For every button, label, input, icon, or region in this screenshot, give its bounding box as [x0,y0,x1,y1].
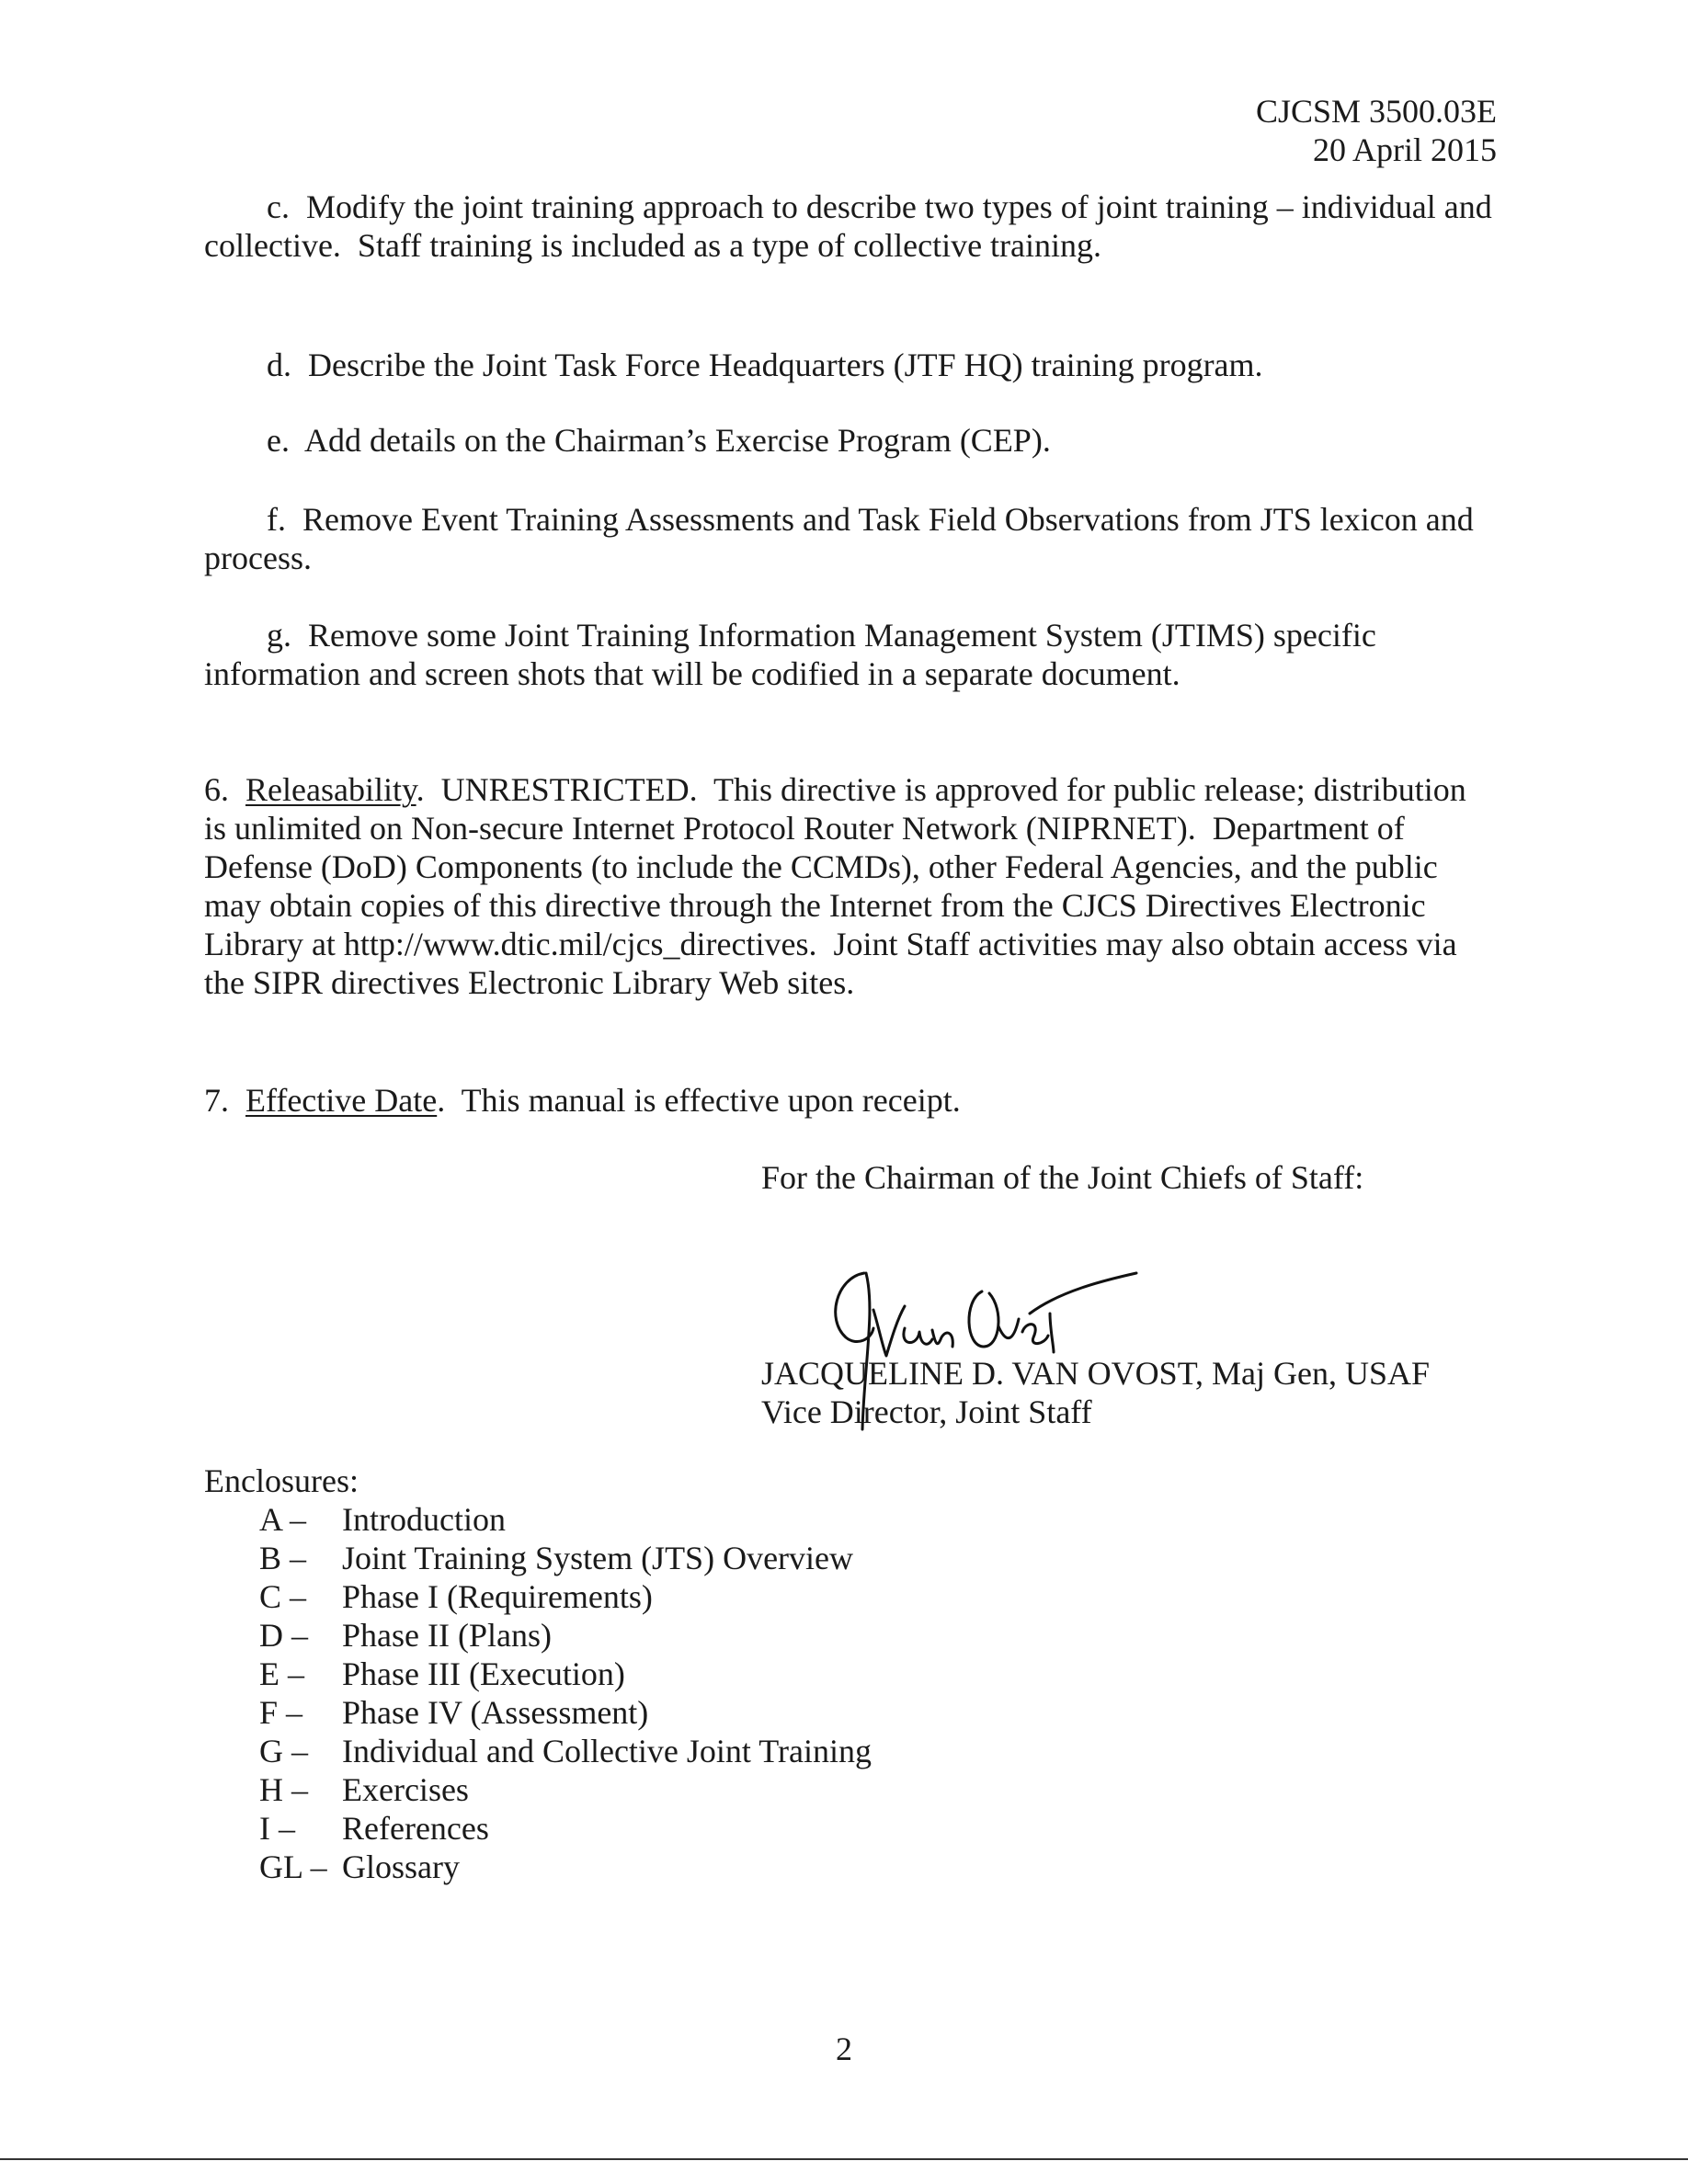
enclosures-heading: Enclosures: [204,1462,359,1499]
enclosure-item [259,1500,872,1539]
paragraph-heading: Effective Date [245,1082,438,1119]
enclosure-letter: A – [259,1501,307,1538]
enclosure-title: Exercises [342,1771,469,1808]
enclosure-letter: B – [259,1540,307,1576]
enclosure-letter: C – [259,1578,307,1615]
enclosure-letter: D – [259,1617,308,1654]
paragraph-number: 7. [204,1082,245,1119]
paragraph-e: e. Add details on the Chairman’s Exercise Program (CEP). [267,422,1051,459]
paragraph-7-effective-date [204,1081,1496,1120]
enclosure-title: Phase III (Execution) [342,1655,625,1692]
closing-for-line: For the Chairman of the Joint Chiefs of Staff: [761,1159,1364,1196]
enclosure-letter: E – [259,1655,304,1692]
signatory-title: Vice Director, Joint Staff [761,1393,1092,1430]
paragraph-number: 6. [204,771,245,808]
enclosure-item [259,1732,872,1770]
enclosure-title: Glossary [342,1848,460,1885]
paragraph-c: c. Modify the joint training approach to describe two types of joint training – individual and collective. Staff training is included as a type of collective training. [204,188,1500,264]
enclosure-letter: H – [259,1771,308,1808]
enclosure-title: Joint Training System (JTS) Overview [342,1540,854,1576]
enclosure-item [259,1577,872,1616]
paragraph-d: d. Describe the Joint Task Force Headquarters (JTF HQ) training program. [267,347,1263,383]
enclosures-section [204,1462,872,1886]
enclosure-title: Phase IV (Assessment) [342,1694,649,1731]
paragraph-body: . UNRESTRICTED. This directive is approved for public release; distribution is unlimited on Non-secure Internet Protocol Router Network (NIPRNET). Department of Defense (DoD) Components (to include the CCMDs), other Federal Agencies, and the public may obtain copies of this directive through the Internet from the CJCS Directives Electronic Library at http://www.dtic.mil/cjcs_directives. Joint Staff activities may also obtain access via the SIPR directives Electronic Library Web sites. [204,771,1475,1001]
enclosure-letter: F – [259,1694,303,1731]
paragraph-heading: Releasability [245,771,416,808]
paragraph-f: f. Remove Event Training Assessments and Task Field Observations from JTS lexicon and process. [204,501,1482,576]
paragraph-6-releasability [204,770,1496,1002]
enclosure-title: Phase II (Plans) [342,1617,552,1654]
page-number: 2 [836,2030,852,2067]
enclosure-title: Phase I (Requirements) [342,1578,653,1615]
enclosure-letter: I – [259,1810,295,1847]
enclosure-title: Individual and Collective Joint Training [342,1733,872,1769]
paragraph-body: . This manual is effective upon receipt. [437,1082,961,1119]
document-number: CJCSM 3500.03E [1255,93,1497,130]
document-header [1256,92,1497,169]
enclosure-title: Introduction [342,1501,506,1538]
enclosure-letter: GL – [259,1848,327,1885]
enclosure-item [259,1848,872,1886]
enclosure-title: References [342,1810,489,1847]
enclosure-item [259,1655,872,1693]
enclosure-letter: G – [259,1733,308,1769]
enclosure-item [259,1693,872,1732]
enclosure-item [259,1809,872,1848]
enclosures-list [259,1500,872,1886]
enclosure-item [259,1616,872,1655]
paragraph-g: g. Remove some Joint Training Information Management System (JTIMS) specific information and screen shots that will be codified in a separate document. [204,617,1385,692]
document-date: 20 April 2015 [1312,131,1497,168]
enclosure-item [259,1770,872,1809]
enclosure-item [259,1539,872,1577]
signatory-name: JACQUELINE D. VAN OVOST, Maj Gen, USAF [761,1355,1431,1392]
bottom-divider [0,2158,1688,2160]
